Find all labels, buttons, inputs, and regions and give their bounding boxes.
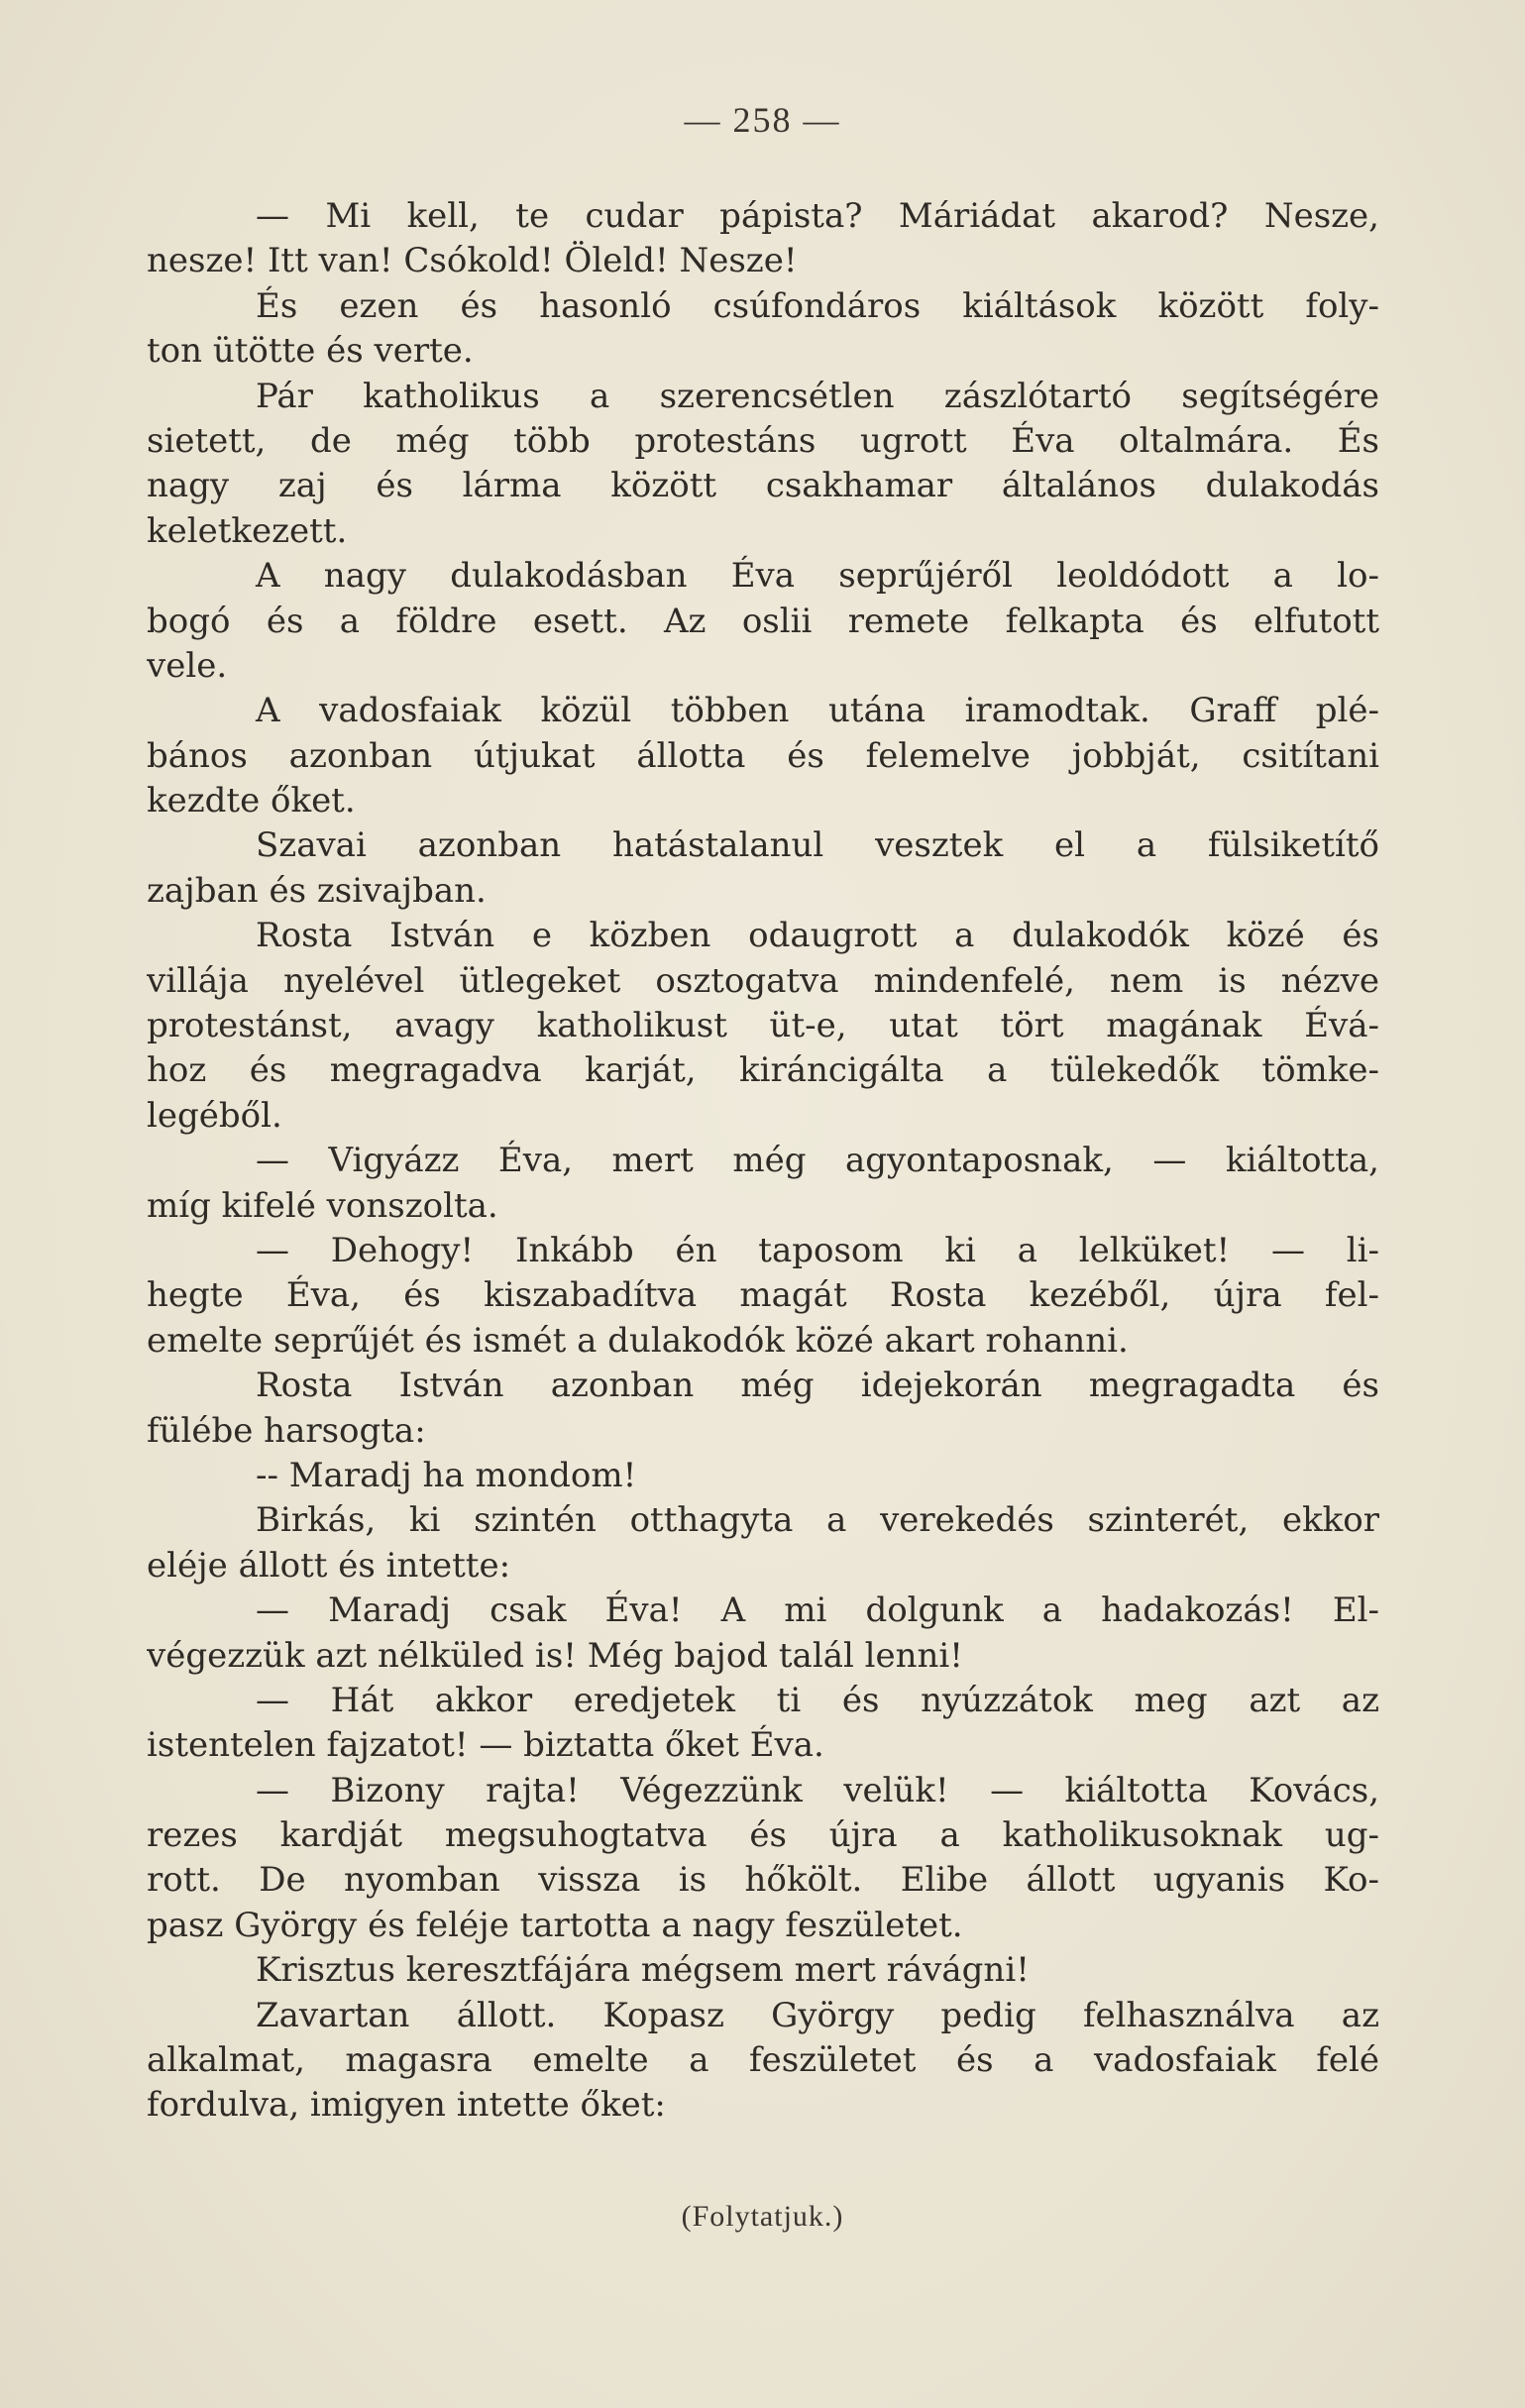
text-line: bogó és a földre esett. Az oslii remete felkapta és elfutott	[147, 601, 1379, 641]
text-line: vele.	[147, 645, 228, 686]
continuation-note: (Folytatjuk.)	[681, 2200, 844, 2233]
text-line: bános azonban útjukat állotta és felemelve jobbját, csitítani	[147, 735, 1379, 776]
text-line: fordulva, imigyen intette őket:	[147, 2085, 666, 2126]
text-line: Szavai azonban hatástalanul vesztek el a fülsiketítő	[256, 825, 1379, 866]
text-line: zajban és zsivajban.	[147, 870, 487, 911]
text-line: rezes kardját megsuhogtatva és újra a katholikusoknak ug-	[147, 1815, 1379, 1856]
text-line: Rosta István azonban még idejekorán megragadta és	[256, 1366, 1379, 1406]
text-line: sietett, de még több protestáns ugrott Éva oltalmára. És	[147, 420, 1379, 461]
text-line: Birkás, ki szintén otthagyta a verekedés szinterét, ekkor	[256, 1500, 1379, 1541]
text-line: Zavartan állott. Kopasz György pedig felhasználva az	[256, 1995, 1379, 2035]
text-line: alkalmat, magasra emelte a feszületet és a vadosfaiak felé	[147, 2040, 1379, 2081]
text-line: legéből.	[147, 1095, 282, 1136]
text-line: míg kifelé vonszolta.	[147, 1185, 498, 1226]
text-line: — Bizony rajta! Végezzünk velük! — kiáltotta Kovács,	[256, 1770, 1379, 1810]
text-line: keletkezett.	[147, 510, 348, 551]
text-line: ton ütötte és verte.	[147, 331, 474, 372]
text-line: — Mi kell, te cudar pápista? Máriádat akarod? Nesze,	[256, 196, 1379, 236]
text-line: rott. De nyomban vissza is hőkölt. Elibe állott ugyanis Ko-	[147, 1860, 1379, 1901]
text-line: nagy zaj és lárma között csakhamar általános dulakodás	[147, 466, 1379, 506]
text-line: végezzük azt nélküled is! Még bajod talál lenni!	[147, 1635, 963, 1676]
text-line: Rosta István e közben odaugrott a dulakodók közé és	[256, 916, 1379, 956]
text-line: Krisztus keresztfájára mégsem mert rávágni!	[256, 1950, 1030, 1991]
text-line: nesze! Itt van! Csókold! Öleld! Nesze!	[147, 241, 798, 281]
text-line: És ezen és hasonló csúfondáros kiáltások között foly-	[256, 285, 1379, 326]
text-line: pasz György és feléje tartotta a nagy feszületet.	[147, 1905, 963, 1945]
text-line: — Maradj csak Éva! A mi dolgunk a hadakozás! El-	[256, 1590, 1379, 1631]
text-line: hoz és megragadva karját, kiráncigálta a tülekedők tömke-	[147, 1050, 1379, 1091]
text-line: A vadosfaiak közül többen utána iramodtak. Graff plé-	[256, 691, 1379, 731]
text-line: emelte seprűjét és ismét a dulakodók közé akart rohanni.	[147, 1320, 1129, 1361]
body-text	[147, 194, 1379, 2129]
text-line: villája nyelével ütlegeket osztogatva mindenfelé, nem is nézve	[147, 960, 1379, 1001]
text-line: Pár katholikus a szerencsétlen zászlótartó segítségére	[256, 376, 1379, 416]
text-line: protestánst, avagy katholikust üt-e, utat tört magának Évá-	[147, 1006, 1379, 1046]
text-line: hegte Éva, és kiszabadítva magát Rosta kezéből, újra fel-	[147, 1275, 1379, 1316]
text-line: fülébe harsogta:	[147, 1410, 426, 1451]
text-line: — Vigyázz Éva, mert még agyontaposnak, — kiáltotta,	[256, 1141, 1379, 1181]
text-line: istentelen fajzatot! — biztatta őket Éva.	[147, 1725, 824, 1766]
text-line: — Hát akkor eredjetek ti és nyúzzátok meg azt az	[256, 1680, 1379, 1720]
text-line: — Dehogy! Inkább én taposom ki a lelküket! — li-	[256, 1230, 1379, 1270]
text-line: kezdte őket.	[147, 781, 356, 821]
text-line: A nagy dulakodásban Éva seprűjéről leoldódott a lo-	[256, 556, 1379, 597]
text-line: -- Maradj ha mondom!	[256, 1455, 637, 1495]
page-number: — 258 —	[684, 100, 841, 140]
text-line: eléje állott és intette:	[147, 1545, 511, 1586]
